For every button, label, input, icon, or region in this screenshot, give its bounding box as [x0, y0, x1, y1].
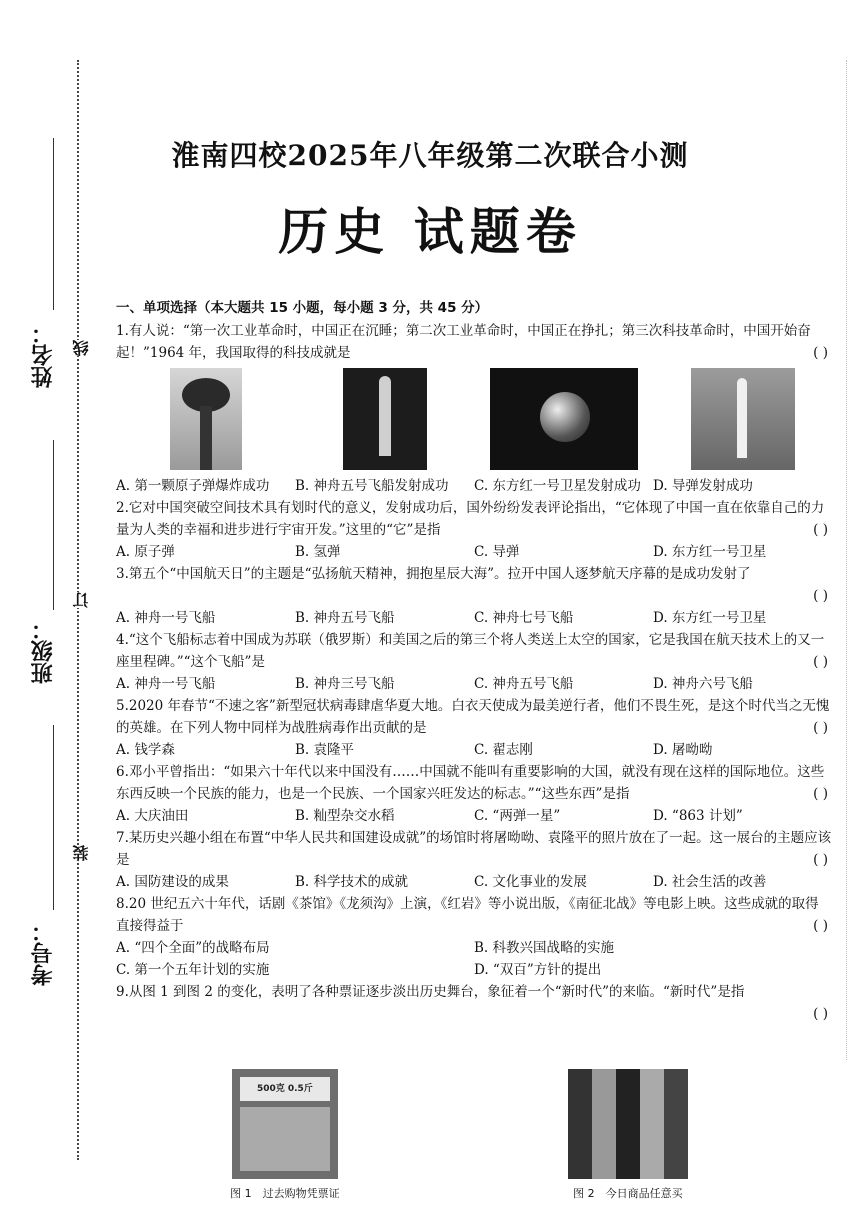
option-d[interactable]: D. 东方红一号卫星: [653, 544, 767, 560]
answer-paren[interactable]: ( ): [813, 786, 828, 802]
coupon-stamp: 500克 0.5斤: [240, 1077, 330, 1101]
question-2-options: [116, 541, 832, 563]
option-c[interactable]: C. 神舟五号飞船: [474, 676, 574, 692]
missile-photo: [691, 368, 795, 470]
ration-coupon-photo: [232, 1069, 338, 1179]
answer-paren[interactable]: ( ): [813, 588, 828, 604]
question-stem: 3.第五个“中国航天日”的主题是“弘扬航天精神，拥抱星辰大海”。拉开中国人逐梦航天序幕的是成功发射了: [116, 566, 751, 582]
option-d[interactable]: D. 导弹发射成功: [653, 478, 753, 494]
option-b[interactable]: B. 科学技术的成就: [295, 874, 409, 890]
option-c[interactable]: C. 翟志刚: [474, 742, 533, 758]
option-b[interactable]: B. 氢弹: [295, 544, 341, 560]
answer-paren[interactable]: ( ): [813, 918, 828, 934]
question-2: [116, 497, 832, 541]
option-a[interactable]: A. 大庆油田: [116, 808, 189, 824]
figure-1: [230, 1069, 340, 1201]
option-d[interactable]: D. 社会生活的改善: [653, 874, 767, 890]
option-b[interactable]: B. 科教兴国战略的实施: [474, 940, 615, 956]
question-6-options: [116, 805, 832, 827]
figure-caption: 图 2 今日商品任意买: [573, 1187, 683, 1200]
supermarket-photo: [568, 1069, 688, 1179]
question-stem: 6.邓小平曾指出：“如果六十年代以来中国没有……中国就不能叫有重要影响的大国，就没有现在这样的国际地位。这些东西反映一个民族的能力，也是一个民族、一个国家兴旺发达的标志。”“这些东西”是指: [116, 764, 825, 802]
figure-caption: 图 1 过去购物凭票证: [230, 1187, 340, 1200]
option-d[interactable]: D. “双百”方针的提出: [474, 962, 602, 978]
question-5-options: [116, 739, 832, 761]
question-4: [116, 629, 832, 673]
option-c[interactable]: C. 导弹: [474, 544, 520, 560]
figure-2: [568, 1069, 688, 1201]
exam-no-blank[interactable]: [53, 725, 54, 910]
binding-word-line: 线: [72, 340, 91, 356]
question-8-options: [116, 937, 832, 981]
question-7: [116, 827, 832, 871]
question-stem: 5.2020 年春节“不速之客”新型冠状病毒肆虐华夏大地。白衣天使成为最美逆行者，他们不畏生死，是这个时代当之无愧的英雄。在下列人物中同样为战胜病毒作出贡献的是: [116, 698, 830, 736]
class-blank[interactable]: [53, 440, 54, 610]
section-heading: 一、单项选择（本大题共 15 小题，每小题 3 分，共 45 分）: [116, 300, 489, 316]
option-d[interactable]: D. 屠呦呦: [653, 742, 713, 758]
option-c[interactable]: C. 东方红一号卫星发射成功: [474, 478, 641, 494]
exam-no-label: 考号：: [31, 920, 56, 986]
option-d[interactable]: D. 神舟六号飞船: [653, 676, 753, 692]
option-c[interactable]: C. 第一个五年计划的实施: [116, 962, 270, 978]
question-9: [116, 981, 832, 1025]
answer-paren[interactable]: ( ): [813, 522, 828, 538]
question-stem: 4.“这个飞船标志着中国成为苏联（俄罗斯）和美国之后的第三个将人类送上太空的国家，它是我国在航天技术上的又一座里程碑。”“这个飞船”是: [116, 632, 825, 670]
answer-paren[interactable]: ( ): [813, 852, 828, 868]
option-d[interactable]: D. 东方红一号卫星: [653, 610, 767, 626]
option-a[interactable]: A. 国防建设的成果: [116, 874, 229, 890]
class-label: 班级：: [31, 618, 56, 684]
option-b[interactable]: B. 籼型杂交水稻: [295, 808, 395, 824]
option-a[interactable]: A. 神舟一号飞船: [116, 610, 216, 626]
option-b[interactable]: B. 神舟三号飞船: [295, 676, 395, 692]
question-1-options: [116, 475, 832, 497]
question-1: [116, 320, 832, 364]
question-stem: 8.20 世纪五六十年代，话剧《茶馆》《龙须沟》上演，《红岩》等小说出版，《南征北战》等电影上映。这些成就的取得直接得益于: [116, 896, 819, 934]
option-a[interactable]: A. 钱学森: [116, 742, 175, 758]
satellite-photo: [490, 368, 638, 470]
question-5: [116, 695, 832, 739]
answer-paren[interactable]: ( ): [813, 345, 828, 361]
option-b[interactable]: B. 神舟五号飞船发射成功: [295, 478, 449, 494]
subject-title: 历史 试题卷: [278, 202, 582, 261]
option-a[interactable]: A. “四个全面”的战略布局: [116, 940, 270, 956]
answer-paren[interactable]: ( ): [813, 654, 828, 670]
question-stem: 9.从图 1 到图 2 的变化，表明了各种票证逐步淡出历史舞台，象征着一个“新时代”的来临。“新时代”是指: [116, 984, 745, 1000]
question-3: [116, 563, 832, 607]
mushroom-cloud-photo: [170, 368, 242, 470]
exam-title: 淮南四校2025年八年级第二次联合小测: [171, 139, 689, 172]
option-c[interactable]: C. “两弹一星”: [474, 808, 561, 824]
option-a[interactable]: A. 第一颗原子弹爆炸成功: [116, 478, 270, 494]
question-area: [116, 296, 832, 1201]
option-c[interactable]: C. 文化事业的发展: [474, 874, 587, 890]
question-7-options: [116, 871, 832, 893]
rocket-launch-photo: [343, 368, 427, 470]
option-d[interactable]: D. “863 计划”: [653, 808, 743, 824]
option-c[interactable]: C. 神舟七号飞船: [474, 610, 574, 626]
answer-paren[interactable]: ( ): [813, 720, 828, 736]
option-b[interactable]: B. 神舟五号飞船: [295, 610, 395, 626]
question-4-options: [116, 673, 832, 695]
question-3-options: [116, 607, 832, 629]
question-1-images: [116, 368, 832, 473]
question-8: [116, 893, 832, 937]
option-a[interactable]: A. 原子弹: [116, 544, 175, 560]
option-a[interactable]: A. 神舟一号飞船: [116, 676, 216, 692]
question-6: [116, 761, 832, 805]
binding-word-ding: 订: [72, 592, 91, 608]
name-label: 姓名：: [31, 322, 56, 388]
answer-paren[interactable]: ( ): [813, 1006, 828, 1022]
question-stem: 7.某历史兴趣小组在布置“中华人民共和国建设成就”的场馆时将屠呦呦、袁隆平的照片放在了一起。这一展台的主题应该是: [116, 830, 832, 868]
question-9-figures: [116, 1069, 832, 1201]
binding-word-zhuang: 装: [72, 845, 91, 861]
question-stem: 1.有人说：“第一次工业革命时，中国正在沉睡；第二次工业革命时，中国正在挣扎；第三次科技革命时，中国开始奋起！”1964 年，我国取得的科技成就是: [116, 323, 811, 361]
question-stem: 2.它对中国突破空间技术具有划时代的意义，发射成功后，国外纷纷发表评论指出，“它体现了中国一直在依靠自己的力量为人类的幸福和进步进行宇宙开发。”这里的“它”是指: [116, 500, 825, 538]
option-b[interactable]: B. 袁隆平: [295, 742, 355, 758]
